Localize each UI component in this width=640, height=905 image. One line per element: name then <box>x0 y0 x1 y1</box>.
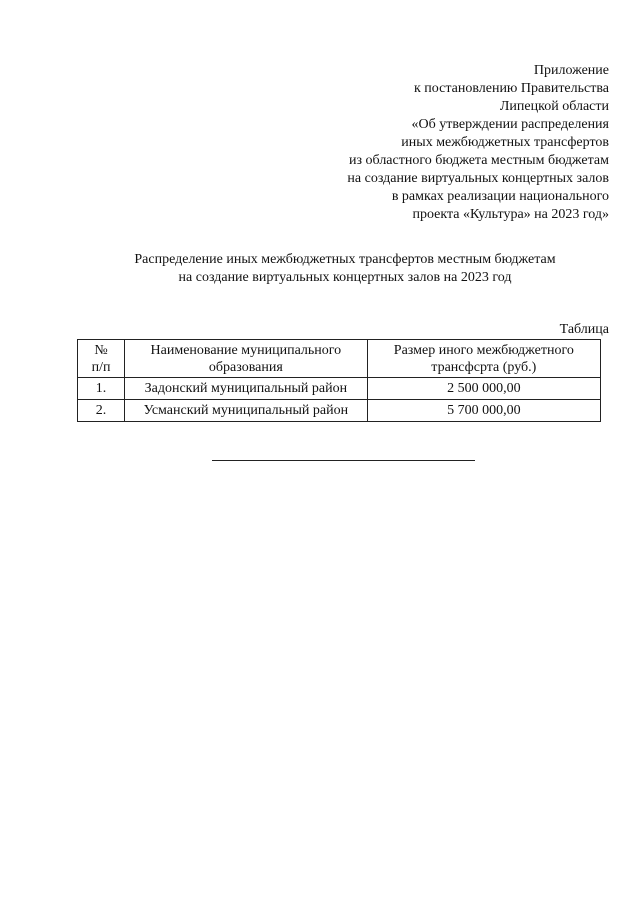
appendix-line: к постановлению Правительства <box>413 81 609 96</box>
header-amount <box>367 340 600 378</box>
row-municipality: Усманский муниципальный район <box>125 400 368 422</box>
title-line: Распределение иных межбюджетных трансфертов местным бюджетам <box>134 252 556 267</box>
appendix-line: из областного бюджета местным бюджетам <box>349 153 609 168</box>
row-amount: 5 700 000,00 <box>367 400 600 422</box>
header-amount-line1: Размер иного межбюджетного <box>393 342 574 358</box>
document-title <box>0 251 640 287</box>
appendix-line: иных межбюджетных трансфертов <box>401 135 609 150</box>
row-number: 2. <box>78 400 125 422</box>
row-number: 1. <box>78 378 125 400</box>
header-municipality-line2: образования <box>208 359 283 375</box>
appendix-line: Липецкой области <box>499 99 609 114</box>
row-amount: 2 500 000,00 <box>367 378 600 400</box>
appendix-line: на создание виртуальных концертных залов <box>347 171 609 186</box>
table-header-row <box>78 340 601 378</box>
transfers-table <box>77 339 601 422</box>
header-municipality-line1: Наименование муниципального <box>150 342 342 358</box>
appendix-line: в рамках реализации национального <box>391 189 609 204</box>
table-row <box>78 378 601 400</box>
header-number-line1: № <box>94 342 108 358</box>
appendix-line: проекта «Культура» на 2023 год» <box>412 207 609 222</box>
closing-rule <box>212 460 475 461</box>
header-municipality <box>125 340 368 378</box>
appendix-block <box>279 62 609 224</box>
header-number-line2: п/п <box>91 359 111 375</box>
table-caption: Таблица <box>559 322 609 337</box>
appendix-line: «Об утверждении распределения <box>411 117 609 132</box>
header-number <box>78 340 125 378</box>
appendix-line: Приложение <box>533 63 609 78</box>
header-amount-line2: трансфсрта (руб.) <box>431 359 537 375</box>
table-row <box>78 400 601 422</box>
title-line: на создание виртуальных концертных залов на 2023 год <box>178 270 512 285</box>
row-municipality: Задонский муниципальный район <box>125 378 368 400</box>
